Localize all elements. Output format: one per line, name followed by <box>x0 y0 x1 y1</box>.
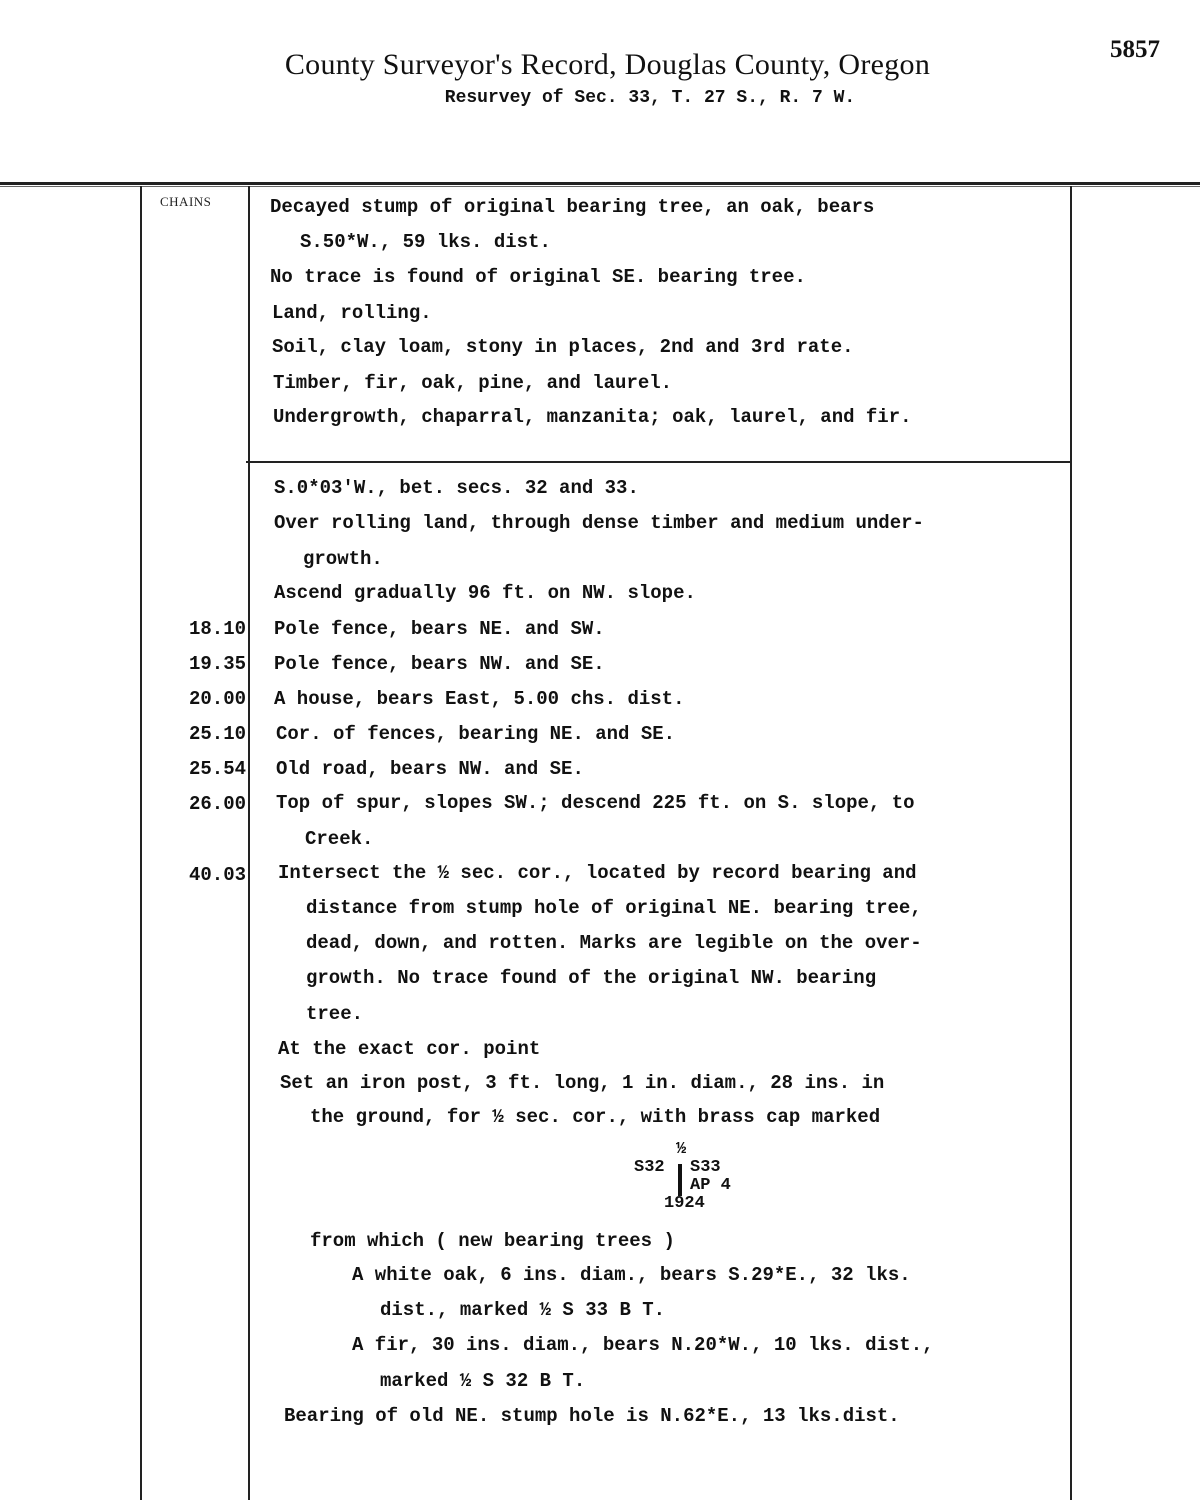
chains-column-header: CHAINS <box>160 194 212 209</box>
note-line: Set an iron post, 3 ft. long, 1 in. diam., 28 ins. in <box>280 1072 885 1094</box>
note-line: the ground, for ½ sec. cor., with brass cap marked <box>310 1106 881 1128</box>
chain-value: 20.00 <box>188 688 246 710</box>
note-line: Top of spur, slopes SW.; descend 225 ft. on S. slope, to <box>276 792 915 814</box>
chain-value: 19.35 <box>188 653 246 675</box>
note-line: distance from stump hole of original NE. bearing tree, <box>306 897 922 919</box>
cap-fraction: ½ <box>676 1140 687 1159</box>
chain-value: 25.54 <box>188 758 246 780</box>
page-number: 5857 <box>1110 36 1160 63</box>
right-margin-line <box>1070 186 1072 1500</box>
note-line: Undergrowth, chaparral, manzanita; oak, laurel, and fir. <box>273 406 912 428</box>
note-line: dist., marked ½ S 33 B T. <box>380 1299 666 1321</box>
note-line: growth. <box>303 548 383 570</box>
note-line: marked ½ S 32 B T. <box>380 1370 586 1392</box>
note-line: Bearing of old NE. stump hole is N.62*E., 13 lks.dist. <box>284 1405 900 1427</box>
chain-value: 18.10 <box>188 618 246 640</box>
header-rule-thin <box>0 186 1200 187</box>
chains-column-divider <box>248 186 250 1500</box>
note-line: Pole fence, bears NW. and SE. <box>274 653 605 675</box>
cap-divider-mark <box>678 1164 682 1196</box>
cap-ap: AP 4 <box>690 1176 731 1195</box>
note-line: growth. No trace found of the original NW. bearing <box>306 967 877 989</box>
note-line: Decayed stump of original bearing tree, an oak, bears <box>270 196 875 218</box>
cap-right-section: S33 <box>690 1158 721 1177</box>
note-line: A fir, 30 ins. diam., bears N.20*W., 10 lks. dist., <box>352 1334 934 1356</box>
note-line: At the exact cor. point <box>278 1038 541 1060</box>
record-title: County Surveyor's Record, Douglas County, Oregon <box>284 48 931 81</box>
brass-cap-marking <box>634 1140 764 1212</box>
note-line: Timber, fir, oak, pine, and laurel. <box>273 372 673 394</box>
chain-value: 26.00 <box>188 793 246 815</box>
note-line: from which ( new bearing trees ) <box>310 1230 675 1252</box>
chain-value: 40.03 <box>188 864 246 886</box>
note-line: Cor. of fences, bearing NE. and SE. <box>276 723 676 745</box>
note-line: A white oak, 6 ins. diam., bears S.29*E., 32 lks. <box>352 1264 911 1286</box>
cap-year: 1924 <box>664 1194 705 1213</box>
course-heading: S.0*03'W., bet. secs. 32 and 33. <box>274 477 639 499</box>
note-line: Pole fence, bears NE. and SW. <box>274 618 605 640</box>
left-margin-line <box>140 186 142 1500</box>
note-line: Land, rolling. <box>272 302 432 324</box>
section-divider <box>246 461 1072 463</box>
note-line: Intersect the ½ sec. cor., located by record bearing and <box>278 862 917 884</box>
note-line: Over rolling land, through dense timber and medium under- <box>274 512 924 534</box>
note-line: No trace is found of original SE. bearing tree. <box>270 266 806 288</box>
header-rule <box>0 182 1200 185</box>
note-line: Soil, clay loam, stony in places, 2nd and 3rd rate. <box>272 336 854 358</box>
cap-left-section: S32 <box>634 1158 665 1177</box>
note-line: A house, bears East, 5.00 chs. dist. <box>274 688 685 710</box>
record-subtitle: Resurvey of Sec. 33, T. 27 S., R. 7 W. <box>444 88 856 108</box>
note-line: Creek. <box>305 828 374 850</box>
note-line: Ascend gradually 96 ft. on NW. slope. <box>274 582 696 604</box>
note-line: tree. <box>306 1003 364 1025</box>
chain-value: 25.10 <box>188 723 246 745</box>
note-line: dead, down, and rotten. Marks are legible on the over- <box>306 932 922 954</box>
note-line: S.50*W., 59 lks. dist. <box>300 231 551 253</box>
note-line: Old road, bears NW. and SE. <box>276 758 584 780</box>
